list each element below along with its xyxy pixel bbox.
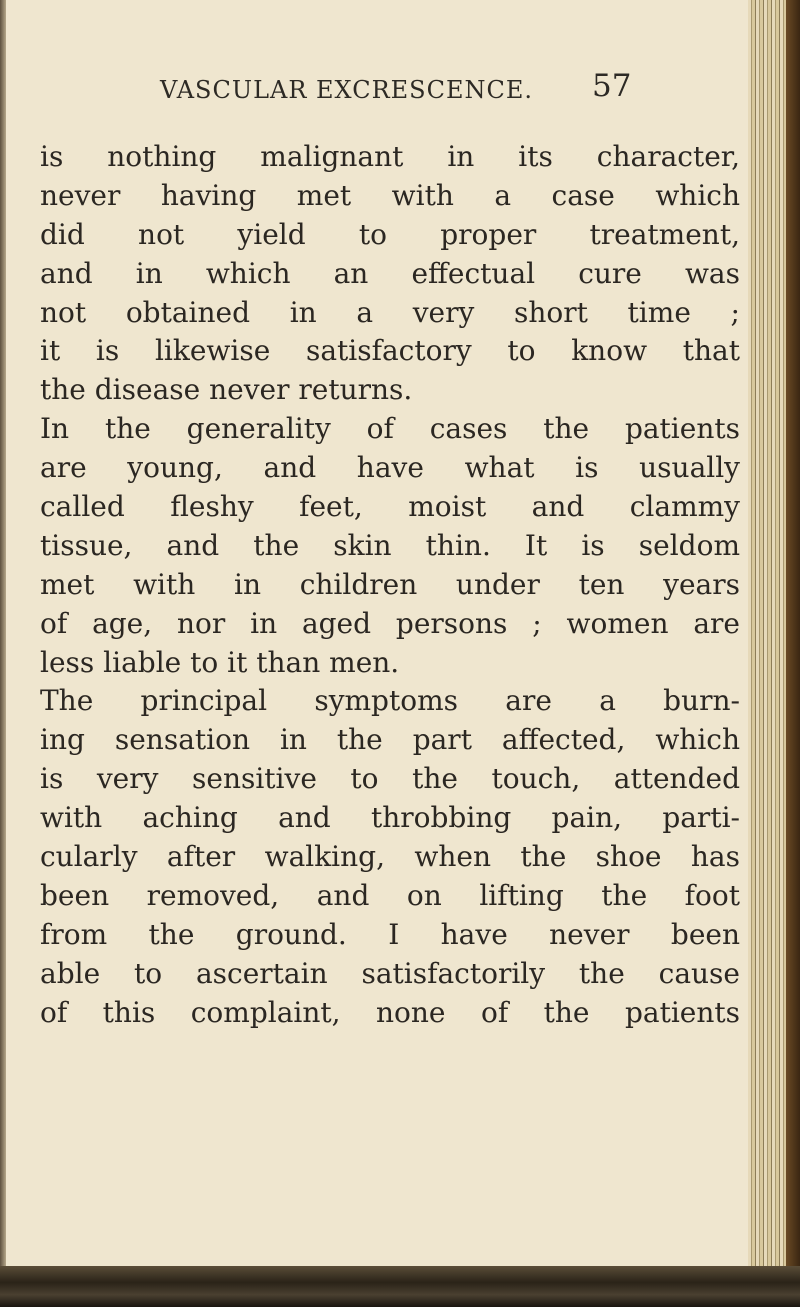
text-line: with aching and throbbing pain, parti- <box>40 801 740 835</box>
text-line: never having met with a case which <box>40 178 740 212</box>
text-line: able to ascertain satisfactorily the cause <box>40 956 740 990</box>
text-line: it is likewise satisfactory to know that <box>40 334 740 368</box>
text-line: from the ground. I have never been <box>40 917 740 951</box>
text-line: met with in children under ten years <box>40 567 740 601</box>
text-line: of age, nor in aged persons ; women are <box>40 606 740 640</box>
text-line: and in which an effectual cure was <box>40 256 740 290</box>
text-line: been removed, and on lifting the foot <box>40 878 740 912</box>
text-line: is very sensitive to the touch, attended <box>40 762 740 796</box>
text-line: less liable to it than men. <box>40 645 400 679</box>
body-text <box>40 138 740 1032</box>
page-bottom-edge <box>0 1266 800 1307</box>
text-line: The principal symptoms are a burn- <box>40 684 740 718</box>
text-line: did not yield to proper treatment, <box>40 217 740 251</box>
running-title: VASCULAR EXCRESCENCE. <box>160 76 534 104</box>
text-line: In the generality of cases the patients <box>40 412 740 446</box>
book-spine <box>786 0 800 1307</box>
text-line: of this complaint, none of the patients <box>40 995 740 1029</box>
text-line: the disease never returns. <box>40 373 413 407</box>
text-line: ing sensation in the part affected, which <box>40 723 740 757</box>
page-number: 57 <box>592 68 632 104</box>
text-line: cularly after walking, when the shoe has <box>40 840 740 874</box>
page-header <box>0 62 760 102</box>
text-line: not obtained in a very short time ; <box>40 295 740 329</box>
page-left-gutter <box>0 0 6 1307</box>
text-line: is nothing malignant in its character, <box>40 140 740 173</box>
text-line: are young, and have what is usually <box>40 451 740 485</box>
text-line: tissue, and the skin thin. It is seldom <box>40 528 740 562</box>
text-line: called fleshy feet, moist and clammy <box>40 490 740 524</box>
